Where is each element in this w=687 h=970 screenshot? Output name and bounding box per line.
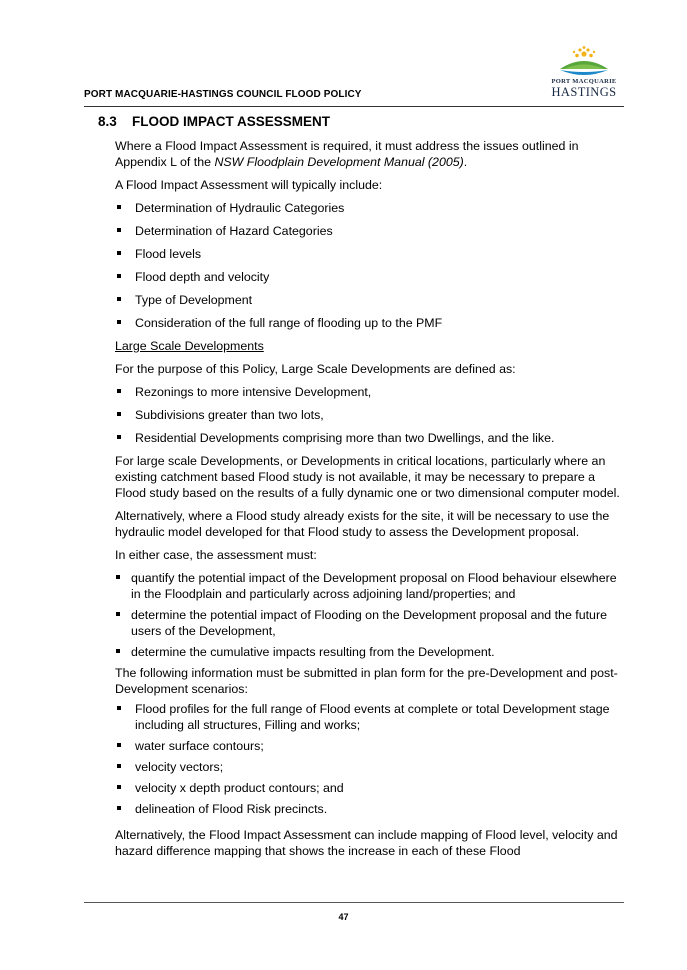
council-logo bbox=[546, 45, 622, 101]
list-item: delineation of Flood Risk precincts. bbox=[115, 801, 627, 817]
logo-text-top: PORT MACQUARIE bbox=[551, 78, 617, 85]
list-item: determine the cumulative impacts resulting from the Development. bbox=[115, 644, 627, 660]
list-item: Flood levels bbox=[115, 246, 627, 262]
list-item: Subdivisions greater than two lots, bbox=[115, 407, 627, 423]
assessment-items-list bbox=[115, 200, 627, 331]
manual-reference: NSW Floodplain Development Manual (2005) bbox=[214, 155, 464, 169]
paragraph-intro bbox=[115, 138, 627, 170]
document-header-title: PORT MACQUARIE-HASTINGS COUNCIL FLOOD POLICY bbox=[84, 89, 362, 100]
list-item: Consideration of the full range of flooding up to the PMF bbox=[115, 315, 627, 331]
paragraph-alternatively: Alternatively, where a Flood study already exists for the site, it will be necessary to use the hydraulic model developed for that Flood study to assess the Development proposal. bbox=[115, 509, 610, 539]
logo-emblem-icon bbox=[546, 45, 622, 79]
list-item: Determination of Hazard Categories bbox=[115, 223, 627, 239]
list-item: Determination of Hydraulic Categories bbox=[115, 200, 627, 216]
paragraph-includes: A Flood Impact Assessment will typically include: bbox=[115, 178, 383, 192]
paragraph-intro-text: Where a Flood Impact Assessment is required, it must address the issues outlined in Appendix L of the bbox=[115, 139, 579, 169]
list-item: determine the potential impact of Flooding on the Development proposal and the future users of the Development, bbox=[115, 607, 627, 639]
list-item: quantify the potential impact of the Development proposal on Flood behaviour elsewhere in the Floodplain and particularly across adjoining land/properties; and bbox=[115, 570, 627, 602]
logo-text-main: HASTINGS bbox=[551, 85, 617, 99]
assessment-requirements-list bbox=[115, 570, 627, 660]
large-scale-list bbox=[115, 384, 627, 446]
list-item: velocity x depth product contours; and bbox=[115, 780, 627, 796]
list-item: Type of Development bbox=[115, 292, 627, 308]
section-number: 8.3 bbox=[98, 114, 117, 129]
document-body bbox=[115, 138, 627, 866]
list-item: Residential Developments comprising more than two Dwellings, and the like. bbox=[115, 430, 627, 446]
paragraph-large-scale: For large scale Developments, or Developments in critical locations, particularly where an existing catchment based Flood study is not available, it may be necessary to prepare a Flood study based on the results of a fully dynamic one or two dimensional computer model. bbox=[115, 454, 620, 500]
paragraph-intro-end: . bbox=[463, 155, 468, 169]
paragraph-mapping: Alternatively, the Flood Impact Assessment can include mapping of Flood level, velocity and hazard difference mapping that shows the increase in each of these Flood bbox=[115, 828, 618, 858]
list-item: Flood profiles for the full range of Flood events at complete or total Development stage including all structures, Filling and works; bbox=[115, 701, 627, 733]
paragraph-definition: For the purpose of this Policy, Large Scale Developments are defined as: bbox=[115, 362, 516, 376]
submission-list bbox=[115, 701, 627, 817]
page-number: 47 bbox=[338, 912, 349, 922]
section-heading bbox=[98, 114, 330, 129]
subheading-large-scale: Large Scale Developments bbox=[115, 339, 264, 353]
section-title: FLOOD IMPACT ASSESSMENT bbox=[132, 114, 331, 129]
list-item: Flood depth and velocity bbox=[115, 269, 627, 285]
paragraph-either-case: In either case, the assessment must: bbox=[115, 548, 317, 562]
list-item: water surface contours; bbox=[115, 738, 627, 754]
paragraph-submission: The following information must be submitted in plan form for the pre-Development and post-Development scenarios: bbox=[115, 666, 618, 696]
footer-divider bbox=[84, 902, 624, 903]
header-divider bbox=[84, 106, 624, 107]
list-item: velocity vectors; bbox=[115, 759, 627, 775]
list-item: Rezonings to more intensive Development, bbox=[115, 384, 627, 400]
